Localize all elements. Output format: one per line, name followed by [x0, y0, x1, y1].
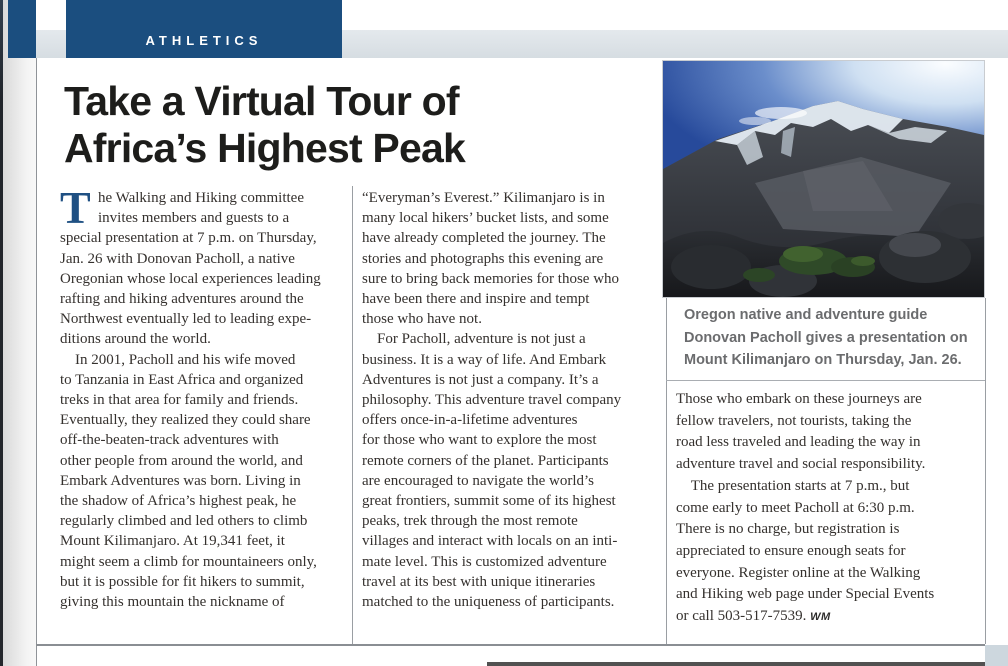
- text-line: peaks, trek through the most remote: [362, 513, 578, 530]
- text-line: special presentation at 7 p.m. on Thursday,: [60, 230, 317, 247]
- text-line: Adventures is not just a company. It’s a: [362, 371, 599, 388]
- text-line: Oregonian whose local experiences leading: [60, 270, 321, 287]
- text-line: treks in that area for family and friends.: [60, 392, 299, 409]
- text-line: Jan. 26 with Donovan Pacholl, a native: [60, 250, 295, 267]
- title-line-2: Africa’s Highest Peak: [64, 125, 465, 171]
- text-line: For Pacholl, adventure is not just a: [362, 331, 586, 348]
- text-line: ditions around the world.: [60, 331, 211, 348]
- text-line: mate level. This is customized adventure: [362, 553, 607, 570]
- text-line: might seem a climb for mountaineers only,: [60, 553, 317, 570]
- text-line: other people from around the world, and: [60, 452, 303, 469]
- article-column-1: [60, 182, 352, 612]
- page-title: [64, 78, 465, 172]
- drop-cap: T: [60, 182, 91, 233]
- text-line: but it is possible for fit hikers to summit,: [60, 573, 305, 590]
- section-banner: [66, 0, 342, 58]
- photo-caption: [684, 304, 980, 372]
- text-line: There is no charge, but registration is: [676, 521, 900, 538]
- column-3-lines: [676, 389, 976, 606]
- section-label: ATHLETICS: [145, 33, 263, 48]
- text-line: regularly climbed and led others to climb: [60, 513, 308, 530]
- text-line: Those who embark on these journeys are: [676, 391, 922, 407]
- text-line: come early to meet Pacholl at 6:30 p.m.: [676, 499, 915, 516]
- text-line: Donovan Pacholl gives a presentation on: [684, 329, 968, 346]
- article-column-2: [362, 188, 654, 612]
- end-of-article-mark: WM: [810, 611, 831, 624]
- text-line: invites members and guests to a: [98, 210, 290, 227]
- text-line: are encouraged to navigate the world’s: [362, 472, 594, 489]
- column-rule-1: [352, 186, 353, 644]
- text-line: matched to the uniqueness of participants.: [362, 594, 615, 611]
- text-line: travel at its best with unique itineraries: [362, 573, 596, 590]
- text-line: the shadow of Africa’s highest peak, he: [60, 493, 297, 510]
- article-column-3: [676, 389, 976, 629]
- text-line: villages and interact with locals on an inti-: [362, 533, 618, 550]
- text-line: and Hiking web page under Special Events: [676, 586, 935, 603]
- column-3-last-line: [676, 606, 976, 629]
- text-line: Northwest eventually led to leading expe-: [60, 311, 312, 328]
- title-line-1: Take a Virtual Tour of: [64, 78, 459, 124]
- text-line: remote corners of the planet. Participants: [362, 452, 609, 469]
- column-rule-2: [666, 298, 667, 644]
- header-navy-square: [8, 0, 36, 58]
- text-line: those who have not.: [362, 311, 482, 328]
- text-line: rafting and hiking adventures around the: [60, 291, 304, 308]
- bottom-rule: [36, 644, 985, 646]
- text-line: giving this mountain the nickname of: [60, 594, 285, 611]
- left-margin: [3, 0, 36, 666]
- text-line: fellow travelers, not tourists, taking the: [676, 412, 912, 429]
- text-line: stories and photographs this evening are: [362, 250, 604, 267]
- text-line: for those who want to explore the most: [362, 432, 597, 449]
- caption-divider: [666, 380, 985, 381]
- kilimanjaro-photo: [662, 60, 985, 298]
- text-line: many local hikers’ bucket lists, and some: [362, 210, 609, 227]
- text-line: road less traveled and leading the way in: [676, 434, 921, 451]
- text-line: appreciated to ensure enough seats for: [676, 542, 906, 559]
- text-line: great frontiers, summit some of its highest: [362, 493, 616, 510]
- text-line: he Walking and Hiking committee: [98, 190, 304, 206]
- text-line: Mount Kilimanjaro on Thursday, Jan. 26.: [684, 352, 962, 368]
- text-line: philosophy. This adventure travel company: [362, 392, 622, 409]
- kilimanjaro-photo-art: [663, 61, 984, 297]
- text-line: have already completed the journey. The: [362, 230, 606, 247]
- text-line: offers once-in-a-lifetime adventures: [362, 412, 578, 429]
- text-line: “Everyman’s Everest.” Kilimanjaro is in: [362, 190, 605, 206]
- footer-line: [487, 662, 985, 666]
- text-line: everyone. Register online at the Walking: [676, 564, 921, 581]
- text-line: adventure travel and social responsibility.: [676, 456, 926, 473]
- text-line: Eventually, they realized they could share: [60, 412, 311, 429]
- text-line: Embark Adventures was born. Living in: [60, 472, 301, 489]
- right-rule: [985, 298, 986, 644]
- margin-rule: [36, 58, 37, 666]
- text-line: sure to bring back memories for those who: [362, 270, 620, 287]
- text-line: business. It is a way of life. And Embark: [362, 351, 607, 368]
- footer-right-block: [985, 645, 1008, 666]
- text-line: In 2001, Pacholl and his wife moved: [60, 351, 296, 368]
- text-line: to Tanzania in East Africa and organized: [60, 371, 304, 388]
- text-line: Oregon native and adventure guide: [684, 307, 928, 323]
- text-line: Mount Kilimanjaro. At 19,341 feet, it: [60, 533, 285, 550]
- last-line-text: or call 503-517-7539.: [676, 608, 807, 625]
- text-line: The presentation starts at 7 p.m., but: [676, 477, 910, 494]
- text-line: off-the-beaten-track adventures with: [60, 432, 279, 449]
- text-line: have been there and inspire and tempt: [362, 291, 590, 308]
